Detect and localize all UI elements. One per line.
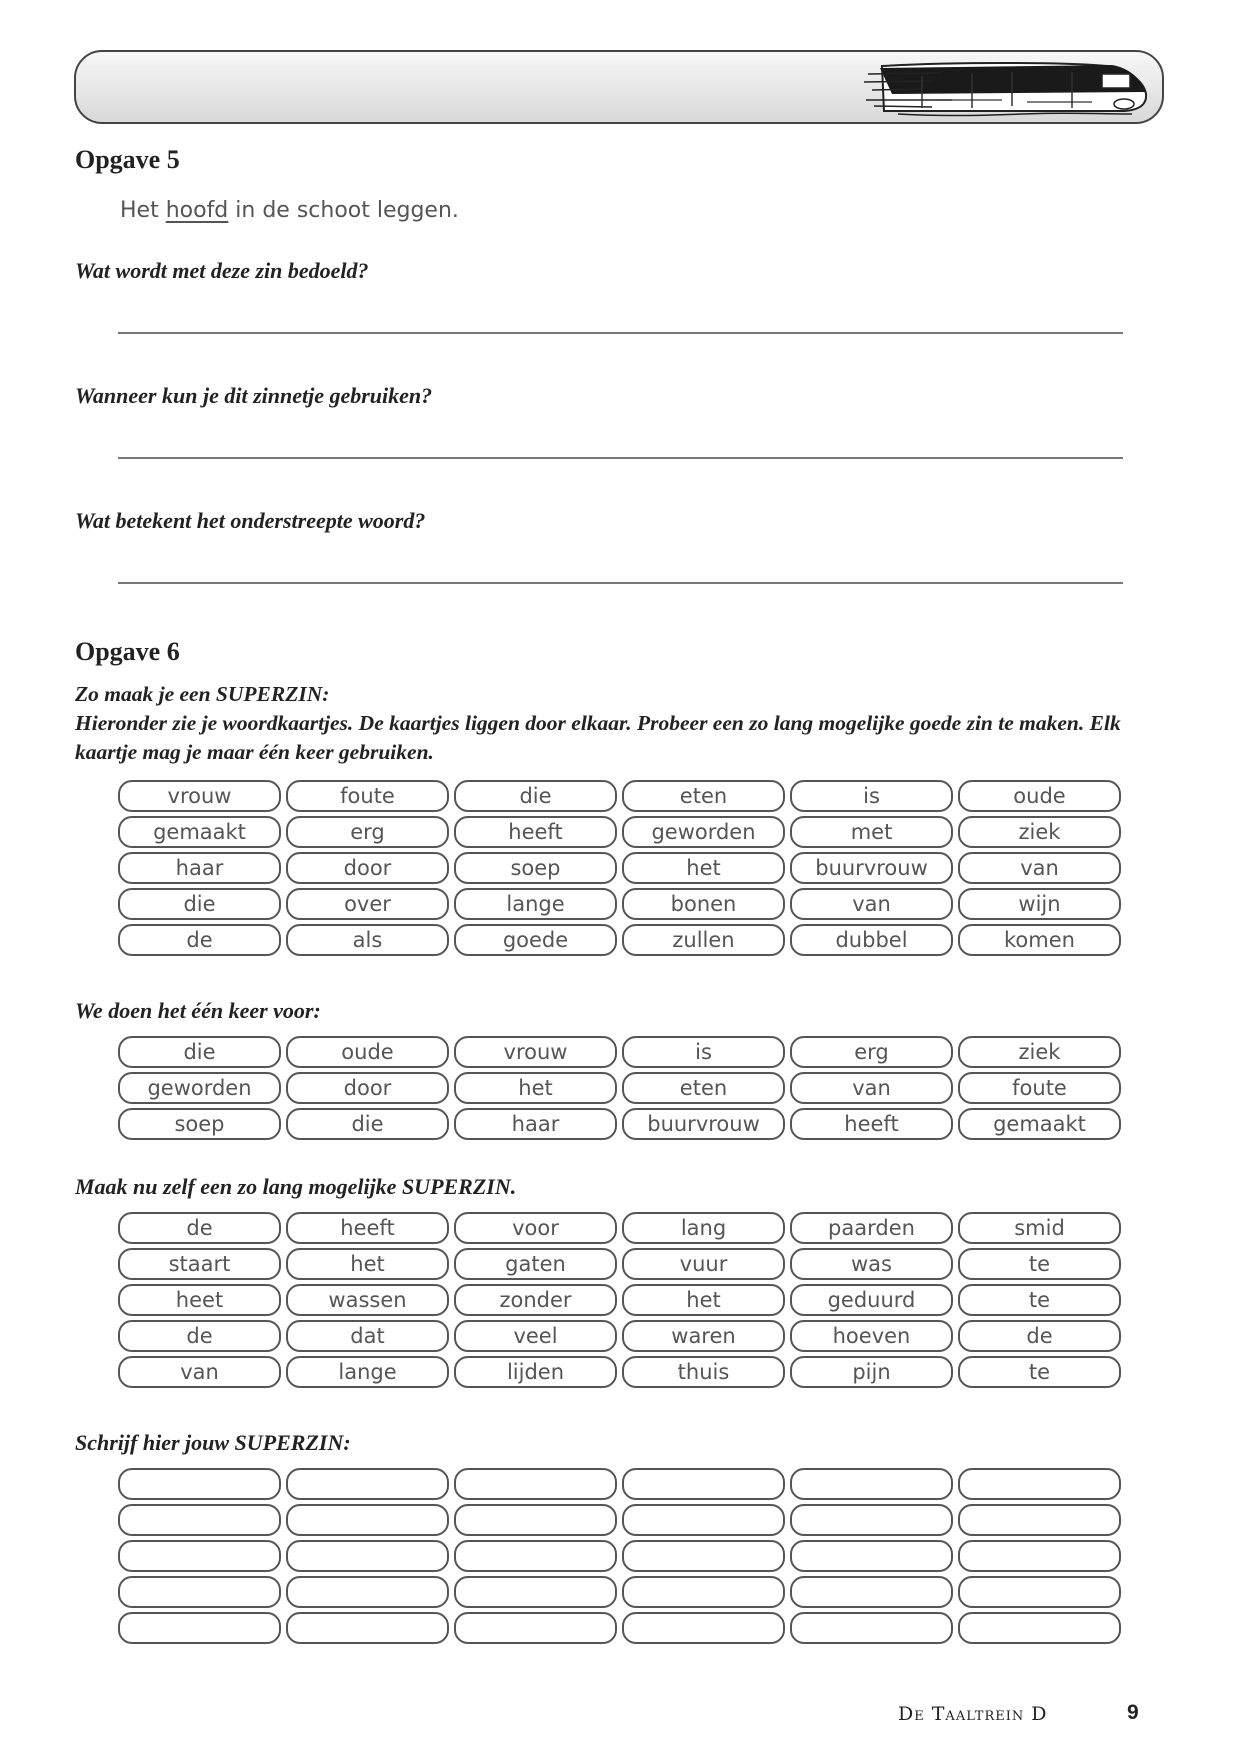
word-card[interactable]: paarden [790, 1212, 953, 1244]
answer-card[interactable] [454, 1468, 617, 1500]
word-card[interactable]: die [286, 1108, 449, 1140]
book-title [898, 1703, 1048, 1725]
word-card[interactable]: te [958, 1356, 1121, 1388]
word-card[interactable]: de [118, 1212, 281, 1244]
opgave6-title: Opgave 6 [75, 637, 180, 666]
word-card[interactable]: als [286, 924, 449, 956]
word-card[interactable]: heeft [454, 816, 617, 848]
page-number: 9 [1127, 1701, 1139, 1724]
word-card[interactable]: met [790, 816, 953, 848]
answer-card[interactable] [790, 1612, 953, 1644]
word-card[interactable]: ziek [958, 1036, 1121, 1068]
word-card[interactable]: ziek [958, 816, 1121, 848]
word-card[interactable]: buurvrouw [622, 1108, 785, 1140]
word-card[interactable]: door [286, 1072, 449, 1104]
answer-card[interactable] [118, 1504, 281, 1536]
word-card[interactable]: is [790, 780, 953, 812]
answer-card[interactable] [958, 1504, 1121, 1536]
word-card[interactable]: is [622, 1036, 785, 1068]
word-card[interactable]: de [118, 1320, 281, 1352]
word-card[interactable]: foute [286, 780, 449, 812]
word-card[interactable]: gaten [454, 1248, 617, 1280]
word-card[interactable]: heet [118, 1284, 281, 1316]
word-card[interactable]: wassen [286, 1284, 449, 1316]
answer-card[interactable] [286, 1504, 449, 1536]
word-card[interactable]: vuur [622, 1248, 785, 1280]
answer-card[interactable] [622, 1576, 785, 1608]
word-card[interactable]: die [454, 780, 617, 812]
word-card[interactable]: oude [286, 1036, 449, 1068]
word-card[interactable]: het [286, 1248, 449, 1280]
word-card[interactable]: bonen [622, 888, 785, 920]
word-card[interactable]: eten [622, 1072, 785, 1104]
sentence-part: Het [120, 198, 166, 223]
word-card[interactable]: dat [286, 1320, 449, 1352]
question-2: Wanneer kun je dit zinnetje gebruiken? [75, 383, 433, 408]
word-card[interactable]: het [454, 1072, 617, 1104]
instruction-text: Hieronder zie je woordkaartjes. De kaartjes liggen door elkaar. Probeer een zo lang mogelijke goede zin te maken. Elk kaartje mag je maar één keer gebruiken. [75, 711, 1121, 764]
word-card[interactable]: erg [286, 816, 449, 848]
word-card[interactable]: te [958, 1284, 1121, 1316]
word-card[interactable]: oude [958, 780, 1121, 812]
word-card[interactable]: was [790, 1248, 953, 1280]
word-card[interactable]: lijden [454, 1356, 617, 1388]
word-card[interactable]: van [790, 1072, 953, 1104]
word-card[interactable]: door [286, 852, 449, 884]
answer-card[interactable] [958, 1540, 1121, 1572]
answer-card[interactable] [118, 1540, 281, 1572]
word-card[interactable]: lang [622, 1212, 785, 1244]
answer-card[interactable] [454, 1576, 617, 1608]
word-card[interactable]: gemaakt [118, 816, 281, 848]
word-card[interactable]: zonder [454, 1284, 617, 1316]
answer-card[interactable] [454, 1612, 617, 1644]
answer-card[interactable] [118, 1468, 281, 1500]
book-title-text: De Taaltrein D [898, 1703, 1048, 1725]
word-card[interactable]: vrouw [454, 1036, 617, 1068]
word-card[interactable]: lange [286, 1356, 449, 1388]
answer-card[interactable] [454, 1504, 617, 1536]
word-card[interactable]: geworden [118, 1072, 281, 1104]
instruction-line: Zo maak je een SUPERZIN: [75, 682, 330, 706]
answer-line-3[interactable] [118, 582, 1123, 584]
answer-card[interactable] [286, 1540, 449, 1572]
answer-card[interactable] [958, 1468, 1121, 1500]
answer-card[interactable] [622, 1612, 785, 1644]
answer-card[interactable] [118, 1612, 281, 1644]
word-card[interactable]: heeft [286, 1212, 449, 1244]
idiom-sentence [120, 198, 459, 223]
answer-card[interactable] [286, 1612, 449, 1644]
answer-line-2[interactable] [118, 457, 1123, 459]
answer-card[interactable] [622, 1468, 785, 1500]
word-card[interactable]: die [118, 1036, 281, 1068]
sentence-part: in de schoot leggen. [228, 198, 459, 223]
answer-cards-grid [118, 1468, 1121, 1644]
word-card[interactable]: buurvrouw [790, 852, 953, 884]
self-label: Maak nu zelf een zo lang mogelijke SUPERZIN. [75, 1174, 517, 1199]
word-card[interactable]: foute [958, 1072, 1121, 1104]
word-card[interactable]: van [118, 1356, 281, 1388]
answer-card[interactable] [790, 1576, 953, 1608]
word-card[interactable]: de [958, 1320, 1121, 1352]
word-card[interactable]: soep [118, 1108, 281, 1140]
example-cards-grid [118, 1036, 1121, 1140]
answer-card[interactable] [622, 1504, 785, 1536]
instructions [75, 680, 1135, 767]
word-card[interactable]: goede [454, 924, 617, 956]
word-card[interactable]: geworden [622, 816, 785, 848]
train-icon [862, 56, 1152, 120]
answer-card[interactable] [790, 1468, 953, 1500]
word-card[interactable]: de [118, 924, 281, 956]
opgave5-title: Opgave 5 [75, 145, 180, 174]
answer-card[interactable] [958, 1612, 1121, 1644]
question-3: Wat betekent het onderstreepte woord? [75, 508, 426, 533]
word-card[interactable]: gemaakt [958, 1108, 1121, 1140]
word-card[interactable]: erg [790, 1036, 953, 1068]
word-card[interactable]: hoeven [790, 1320, 953, 1352]
answer-card[interactable] [790, 1504, 953, 1536]
word-card[interactable]: smid [958, 1212, 1121, 1244]
example-label: We doen het één keer voor: [75, 998, 321, 1023]
header-banner [74, 50, 1164, 124]
word-card[interactable]: voor [454, 1212, 617, 1244]
word-card[interactable]: zullen [622, 924, 785, 956]
exercise-cards-grid [118, 1212, 1121, 1388]
word-card[interactable]: die [118, 888, 281, 920]
answer-line-1[interactable] [118, 332, 1123, 334]
word-card[interactable]: dubbel [790, 924, 953, 956]
answer-card[interactable] [286, 1468, 449, 1500]
word-card[interactable]: van [790, 888, 953, 920]
word-card[interactable]: vrouw [118, 780, 281, 812]
word-card[interactable]: haar [454, 1108, 617, 1140]
word-cards-grid [118, 780, 1121, 956]
word-card[interactable]: het [622, 1284, 785, 1316]
word-card[interactable]: wijn [958, 888, 1121, 920]
word-card[interactable]: geduurd [790, 1284, 953, 1316]
answer-card[interactable] [118, 1576, 281, 1608]
question-1: Wat wordt met deze zin bedoeld? [75, 258, 369, 283]
word-card[interactable]: haar [118, 852, 281, 884]
word-card[interactable]: thuis [622, 1356, 785, 1388]
answer-card[interactable] [790, 1540, 953, 1572]
answer-card[interactable] [286, 1576, 449, 1608]
write-label: Schrijf hier jouw SUPERZIN: [75, 1430, 351, 1455]
word-card[interactable]: heeft [790, 1108, 953, 1140]
answer-card[interactable] [454, 1540, 617, 1572]
answer-card[interactable] [958, 1576, 1121, 1608]
word-card[interactable]: veel [454, 1320, 617, 1352]
underlined-word: hoofd [165, 198, 229, 223]
answer-card[interactable] [622, 1540, 785, 1572]
word-card[interactable]: soep [454, 852, 617, 884]
word-card[interactable]: staart [118, 1248, 281, 1280]
word-card[interactable]: van [958, 852, 1121, 884]
word-card[interactable]: waren [622, 1320, 785, 1352]
word-card[interactable]: over [286, 888, 449, 920]
word-card[interactable]: te [958, 1248, 1121, 1280]
word-card[interactable]: lange [454, 888, 617, 920]
word-card[interactable]: eten [622, 780, 785, 812]
word-card[interactable]: pijn [790, 1356, 953, 1388]
word-card[interactable]: het [622, 852, 785, 884]
word-card[interactable]: komen [958, 924, 1121, 956]
